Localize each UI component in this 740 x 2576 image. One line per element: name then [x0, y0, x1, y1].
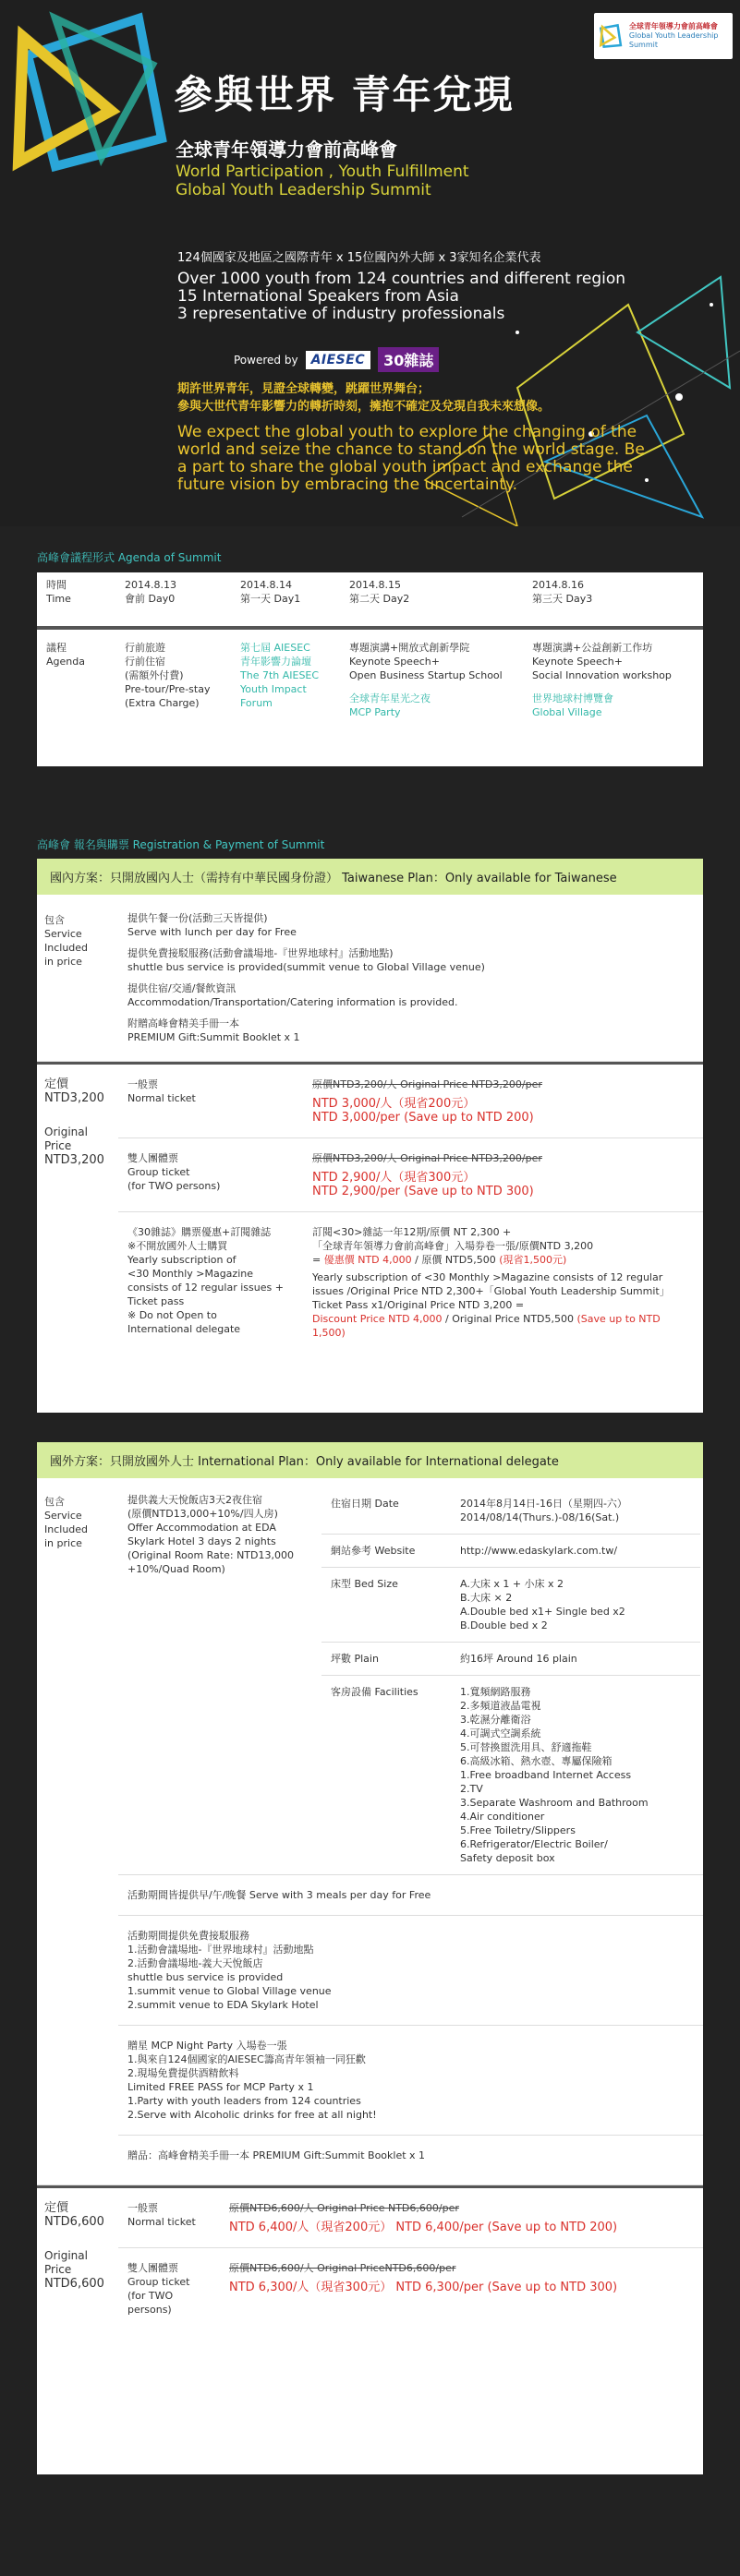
group-en1: Group ticket [127, 1166, 190, 1178]
tw-inc-1: 提供午餐一份(活動三天皆提供) [127, 912, 268, 924]
hero-en-para: We expect the global youth to explore the changing of the world and seize the chance to stand on the world stage. Be a part to share the global youth impact and exchange the future vision by embracing the uncertainty. [177, 423, 645, 494]
tw-inc-5: 提供住宿/交通/餐飲資訊 [127, 982, 237, 994]
day3-agenda [523, 635, 703, 725]
acc3: Offer Accommodation at EDA [127, 1522, 276, 1534]
inc-en2: Included [44, 942, 89, 954]
normal-strike: 原價NTD3,200/人 Original Price NTD3,200/per [312, 1078, 542, 1090]
i-orig-label: Original Price [44, 2249, 88, 2276]
i-orig-value: NTD6,600 [44, 2277, 104, 2291]
tw-price-zh: 定價 [44, 1077, 69, 1091]
tw-inc-4: shuttle bus service is provided(summit venue to Global Village venue) [127, 961, 485, 973]
d0-l5: (Extra Charge) [125, 697, 200, 709]
agenda-zh: 議程 [46, 642, 67, 654]
pa5: 1.Party with youth leaders from 124 countries [127, 2095, 361, 2107]
plain-label: 坪數 Plain [331, 1653, 379, 1665]
stats-en1: Over 1000 youth from 124 countries and different region [177, 270, 626, 288]
tw-included-list [118, 906, 691, 1050]
zh-line1: 期許世界青年，見證全球轉變，跳躍世界舞台； [177, 382, 431, 396]
fac5: 5.可替換盥洗用具、舒適拖鞋 [460, 1741, 592, 1753]
day0-label: 會前 Day0 [125, 593, 176, 605]
corner-logo-zh: 全球青年領導力會前高峰會 [628, 22, 718, 30]
intl-acc [118, 1487, 321, 1874]
bed4: B.Double bed x 2 [460, 1619, 548, 1631]
tw-group-ticket[interactable] [118, 1138, 703, 1212]
corner-logo [594, 13, 733, 59]
mag-r5c: (Save up to NTD 1,500) [312, 1313, 661, 1339]
hero-subtitle: 全球青年領導力會前高峰會 [176, 138, 397, 161]
day0-head [115, 572, 231, 626]
normal-red2: NTD 3,000/per (Save up to NTD 200) [312, 1111, 534, 1125]
acc4: Skylark Hotel 3 days 2 nights [127, 1535, 276, 1547]
i-group-en1: Group ticket [127, 2276, 190, 2288]
i-inc-en2: Included [44, 1523, 89, 1535]
hero-en-line1: World Participation , Youth Fulfillment [176, 163, 469, 181]
i-inc-en3: in price [44, 1537, 82, 1549]
hotel-facilities-row [321, 1676, 700, 1874]
sh3: 2.活動會議場地-義大天悅飯店 [127, 1957, 263, 1969]
summit-logo-icon [598, 19, 625, 53]
agenda-label [37, 635, 115, 725]
intl-party-row [118, 2026, 703, 2136]
day1-head [231, 572, 340, 626]
stats-en3: 3 representative of industry professionals [177, 305, 505, 323]
i-inc-zh: 包含 [44, 1496, 65, 1508]
day1-agenda [231, 635, 340, 725]
d2-l2: Keynote Speech+ [349, 656, 440, 668]
fac13: Safety deposit box [460, 1852, 555, 1864]
acc5: (Original Room Rate: NTD13,000 [127, 1549, 294, 1561]
agenda-content-row [37, 630, 703, 725]
time-zh: 時間 [46, 579, 67, 591]
hotel-details [321, 1487, 700, 1874]
tw-ticket-list [118, 1065, 703, 1353]
mag-r4: Yearly subscription of <30 Monthly >Magazine consists of 12 regular issues /Original Price NTD 2,300+「Global Youth Leadership Summit」Ticket Pass x1/Original Price NTD 3,200 = [312, 1271, 670, 1311]
agenda-time-row [37, 572, 703, 630]
tw-orig-label: Original Price [44, 1125, 88, 1152]
intl-included-content [118, 1487, 703, 2175]
day2-agenda [340, 635, 523, 725]
powered-by-label: Powered by [234, 353, 298, 367]
fac9: 3.Separate Washroom and Bathroom [460, 1797, 649, 1809]
d2-teal2: MCP Party [349, 706, 401, 718]
day2-label: 第二天 Day2 [349, 593, 410, 605]
d0-l1: 行前旅遊 [125, 642, 165, 654]
mag-r3b: 優惠價 NTD 4,000 [323, 1254, 412, 1266]
tw-price-label [37, 1065, 118, 1353]
agenda-en: Agenda [46, 656, 85, 668]
pa6: 2.Serve with Alcoholic drinks for free at all night! [127, 2109, 377, 2121]
mag-l6: Ticket pass [127, 1295, 185, 1307]
bed1: A.大床 x 1 + 小床 x 2 [460, 1578, 564, 1590]
i-group-red: NTD 6,300/人（現省300元） NTD 6,300/per (Save up to NTD 300) [229, 2281, 618, 2294]
sh2: 1.活動會議場地-『世界地球村』活動地點 [127, 1944, 314, 1956]
tw-included-row [37, 895, 703, 1062]
intl-group-ticket[interactable] [118, 2248, 703, 2329]
hero-stats [177, 247, 625, 323]
intl-normal-ticket[interactable] [118, 2188, 703, 2248]
date-v1: 2014年8月14日-16日（星期四-六） [460, 1498, 627, 1510]
group-red2: NTD 2,900/per (Save up to NTD 300) [312, 1185, 534, 1198]
aiesec-logo[interactable]: AIESEC [306, 351, 371, 369]
mag-r3a: = [312, 1254, 324, 1266]
intl-meals-row [118, 1875, 703, 1916]
inc-en3: in price [44, 956, 82, 968]
agenda-table [37, 572, 703, 766]
day1-label: 第一天 Day1 [240, 593, 301, 605]
inc-en1: Service [44, 928, 82, 940]
d0-l2: 行前住宿 [125, 656, 165, 668]
date-v2: 2014/08/14(Thurs.)-08/16(Sat.) [460, 1511, 620, 1523]
d1-l3: The 7th AIESEC [240, 669, 320, 681]
corner-logo-en: Global Youth Leadership Summit [628, 31, 719, 49]
d1-l2: 青年影響力論壇 [240, 656, 311, 668]
acc6: +10%/Quad Room) [127, 1563, 225, 1575]
magazine-logo[interactable]: 30雜誌 [378, 347, 439, 372]
pa3: 2.現場免費提供酒精飲料 [127, 2067, 239, 2079]
mag-r3d: (現省1,500元) [499, 1254, 567, 1266]
bed3: A.Double bed x1+ Single bed x2 [460, 1606, 625, 1618]
mag-r1: 訂閱<30>雜誌一年12期/原價 NT 2,300 + [312, 1226, 512, 1238]
stats-zh: 124個國家及地區之國際青年 x 15位國內外大師 x 3家知名企業代表 [177, 251, 541, 265]
intl-ticket-list [118, 2188, 703, 2329]
group-strike: 原價NTD3,200/人 Original Price NTD3,200/per [312, 1152, 542, 1164]
hotel-bed-row [321, 1568, 700, 1643]
pa1: 贈星 MCP Night Party 入場卷一張 [127, 2040, 287, 2052]
d3-l2: Keynote Speech+ [532, 656, 623, 668]
d1-l5: Forum [240, 697, 273, 709]
fac2: 2.多頻道液晶電視 [460, 1700, 541, 1712]
d2-l1: 專題演講+開放式創新學院 [349, 642, 470, 654]
sh4: shuttle bus service is provided [127, 1971, 284, 1983]
intl-hotel-block [118, 1487, 703, 1875]
mag-l3: Yearly subscription of [127, 1254, 237, 1266]
d0-l3: (需額外付費) [125, 669, 184, 681]
tw-magazine-ticket[interactable] [118, 1212, 703, 1353]
d0-l4: Pre-tour/Pre-stay [125, 683, 211, 695]
registration-heading: 高峰會 報名與購票 Registration & Payment of Summit [37, 838, 325, 851]
mag-l4: <30 Monthly >Magazine [127, 1268, 253, 1280]
mag-l7: ※ Do not Open to [127, 1309, 217, 1321]
d3-l1: 專題演講+公益創新工作坊 [532, 642, 653, 654]
tw-inc-2: Serve with lunch per day for Free [127, 926, 297, 938]
powered-by [234, 347, 439, 372]
normal-en: Normal ticket [127, 1092, 196, 1104]
sh1: 活動期間提供免費接駁服務 [127, 1930, 249, 1942]
intl-price-label [37, 2188, 118, 2329]
group-zh: 雙人團體票 [127, 1152, 178, 1164]
day3-label: 第三天 Day3 [532, 593, 593, 605]
tw-inc-7: 附贈高峰會精美手冊一本 [127, 1017, 239, 1029]
fac3: 3.乾濕分離衛浴 [460, 1714, 531, 1726]
hero-en-line2: Global Youth Leadership Summit [176, 181, 431, 199]
pa2: 1.與來自124個國家的AIESEC籌高青年領袖一同狂歡 [127, 2053, 366, 2065]
hotel-website-link[interactable]: http://www.edaskylark.com.tw/ [460, 1545, 618, 1557]
agenda-heading: 高峰會議程形式 Agenda of Summit [37, 551, 222, 564]
fac-label: 客房設備 Facilities [331, 1686, 419, 1698]
day3-head [523, 572, 703, 626]
time-en: Time [46, 593, 71, 605]
d2-l3: Open Business Startup School [349, 669, 503, 681]
sh5: 1.summit venue to Global Village venue [127, 1985, 332, 1997]
fac10: 4.Air conditioner [460, 1811, 545, 1823]
d3-teal2: Global Village [532, 706, 602, 718]
mag-l8: International delegate [127, 1323, 241, 1335]
web-label: 網站參考 Website [331, 1545, 416, 1557]
i-group-en2: (for TWO persons) [127, 2290, 174, 2316]
fac1: 1.寬頻網路服務 [460, 1686, 531, 1698]
tw-price-value: NTD3,200 [44, 1091, 104, 1105]
fac8: 2.TV [460, 1783, 483, 1795]
fac6: 6.高級冰箱、熱水壺、專屬保險箱 [460, 1755, 613, 1767]
mag-l2: ※不開放國外人士購買 [127, 1240, 228, 1252]
i-group-strike: 原價NTD6,600/人 Original PriceNTD6,600/per [229, 2262, 456, 2274]
mag-l1: 《30雜誌》購票優惠+訂閱雜誌 [127, 1226, 272, 1238]
day3-date: 2014.8.16 [532, 579, 584, 591]
group-en2: (for TWO persons) [127, 1180, 221, 1192]
bed-label: 床型 Bed Size [331, 1578, 398, 1590]
zh-line2: 參與大世代青年影響力的轉折時刻，擁抱不確定及兌現自我未來想像。 [177, 400, 551, 414]
i-normal-zh: 一般票 [127, 2202, 158, 2214]
i-normal-strike: 原價NTD6,600/人 Original Price NTD6,600/per [229, 2202, 459, 2214]
tw-price-row [37, 1065, 703, 1353]
day1-date: 2014.8.14 [240, 579, 292, 591]
d1-l4: Youth Impact [240, 683, 307, 695]
i-price-value: NTD6,600 [44, 2215, 104, 2229]
fac4: 4.可調式空調系統 [460, 1727, 541, 1739]
plain-value: 約16坪 Around 16 plain [460, 1653, 577, 1665]
date-label: 住宿日期 Date [331, 1498, 399, 1510]
tw-inc-8: PREMIUM Gift:Summit Booklet x 1 [127, 1031, 300, 1043]
bed2: B.大床 × 2 [460, 1592, 513, 1604]
d3-teal1: 世界地球村博覽會 [532, 692, 613, 704]
i-inc-en1: Service [44, 1510, 82, 1522]
i-price-zh: 定價 [44, 2201, 69, 2215]
tw-normal-ticket[interactable] [118, 1065, 703, 1138]
mag-r5a: Discount Price NTD 4,000 [312, 1313, 443, 1325]
meals-text: 活動期間皆提供早/午/晚餐 Serve with 3 meals per day for Free [127, 1889, 431, 1901]
mag-r5b: / Original Price NTD5,500 [442, 1313, 577, 1325]
tw-inc-6: Accommodation/Transportation/Catering information is provided. [127, 996, 458, 1008]
intl-included-label [37, 1487, 118, 2175]
normal-red1: NTD 3,000/人（現省200元） [312, 1097, 476, 1111]
fac11: 5.Free Toiletry/Slippers [460, 1824, 576, 1836]
gift-text: 贈品：高峰會精美手冊一本 PREMIUM Gift:Summit Booklet x 1 [127, 2149, 426, 2161]
hotel-plain-row [321, 1643, 700, 1676]
i-normal-en: Normal ticket [127, 2216, 196, 2228]
intl-gift-row [118, 2136, 703, 2175]
intl-shuttle-row [118, 1916, 703, 2026]
intl-plan-header: 國外方案：只開放國外人士 International Plan：Only available for International delegate [37, 1442, 703, 1478]
intl-included-row [37, 1478, 703, 2185]
tw-inc-3: 提供免費接駁服務(活動會議場地-『世界地球村』活動地點) [127, 947, 394, 959]
taiwan-plan-panel [37, 859, 703, 1413]
tw-orig-value: NTD3,200 [44, 1153, 104, 1167]
hero-title: 參與世界 青年兌現 [174, 72, 515, 117]
day2-date: 2014.8.15 [349, 579, 401, 591]
i-group-zh: 雙人團體票 [127, 2262, 178, 2274]
d3-l3: Social Innovation workshop [532, 669, 672, 681]
intl-price-row [37, 2188, 703, 2329]
fac7: 1.Free broadband Internet Access [460, 1769, 632, 1781]
hero-zh-para [177, 380, 550, 415]
tw-included-label [37, 906, 118, 1050]
d2-teal1: 全球青年星光之夜 [349, 692, 431, 704]
taiwan-plan-header: 國內方案：只開放國內人士（需持有中華民國身份證） Taiwanese Plan：Only available for Taiwanese [37, 859, 703, 895]
international-plan-panel [37, 1442, 703, 2474]
i-normal-red: NTD 6,400/人（現省200元） NTD 6,400/per (Save up to NTD 200) [229, 2221, 618, 2234]
acc2: (原價NTD13,000+10%/四人房) [127, 1508, 278, 1520]
pa4: Limited FREE PASS for MCP Party x 1 [127, 2081, 314, 2093]
mag-l5: consists of 12 regular issues + [127, 1282, 284, 1294]
d1-l1: 第七屆 AIESEC [240, 642, 310, 654]
acc1: 提供義大天悅飯店3天2夜住宿 [127, 1494, 262, 1506]
hero-banner [0, 0, 740, 526]
mag-r3c: / 原價 NTD5,500 [411, 1254, 500, 1266]
hotel-web-row [321, 1535, 700, 1568]
group-red1: NTD 2,900/人（現省300元） [312, 1171, 476, 1185]
mag-r2: 「全球青年領導力會前高峰會」入場券卷一張/原價NTD 3,200 [312, 1240, 594, 1252]
normal-zh: 一般票 [127, 1078, 158, 1090]
time-label [37, 572, 115, 626]
sh6: 2.summit venue to EDA Skylark Hotel [127, 1999, 319, 2011]
hotel-date-row [321, 1487, 700, 1535]
day0-date: 2014.8.13 [125, 579, 176, 591]
inc-zh: 包含 [44, 914, 65, 926]
day2-head [340, 572, 523, 626]
day0-agenda [115, 635, 231, 725]
fac12: 6.Refrigerator/Electric Boiler/ [460, 1838, 608, 1850]
stats-en2: 15 International Speakers from Asia [177, 287, 459, 306]
